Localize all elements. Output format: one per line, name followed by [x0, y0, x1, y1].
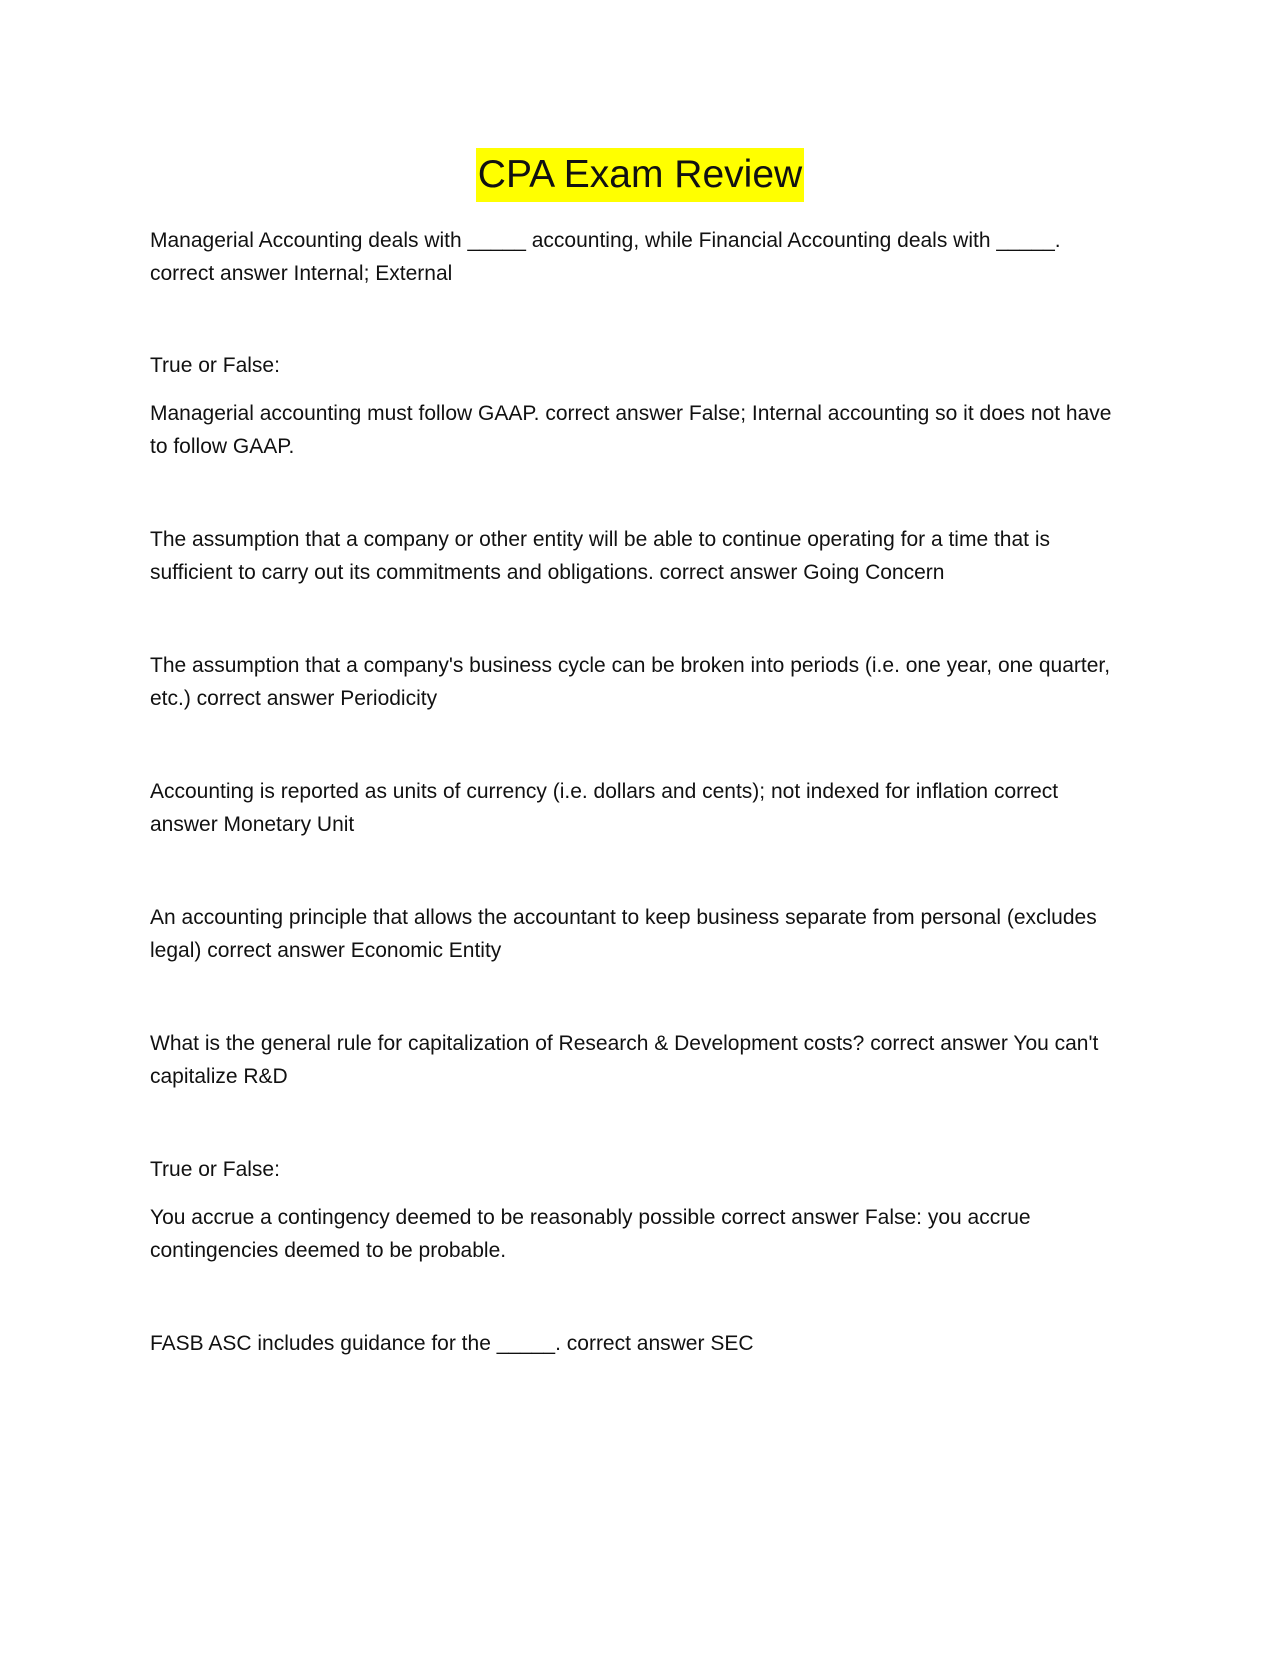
paragraph-9: True or False: [150, 1158, 280, 1181]
title-container [0, 148, 1280, 202]
paragraph-8: What is the general rule for capitalization of Research & Development costs? correct answer You can't capitalize R&D [150, 1032, 1105, 1088]
paragraph-10: You accrue a contingency deemed to be reasonably possible correct answer False: you accrue contingencies deemed to be probable. [150, 1206, 1037, 1262]
paragraph-2: True or False: [150, 354, 280, 377]
paragraph-1: Managerial Accounting deals with _____ accounting, while Financial Accounting deals with _____. correct answer Internal; External [150, 229, 1067, 285]
paragraph-6: Accounting is reported as units of currency (i.e. dollars and cents); not indexed for inflation correct answer Monetary Unit [150, 780, 1064, 836]
paragraph-11: FASB ASC includes guidance for the _____. correct answer SEC [150, 1332, 754, 1355]
paragraph-7: An accounting principle that allows the accountant to keep business separate from personal (excludes legal) correct answer Economic Entity [150, 906, 1103, 962]
paragraph-3: Managerial accounting must follow GAAP. correct answer False; Internal accounting so it does not have to follow GAAP. [150, 402, 1118, 458]
document-title: CPA Exam Review [476, 148, 804, 202]
paragraph-4: The assumption that a company or other entity will be able to continue operating for a time that is sufficient to carry out its commitments and obligations. correct answer Going Concern [150, 528, 1056, 584]
paragraph-5: The assumption that a company's business cycle can be broken into periods (i.e. one year, one quarter, etc.) correct answer Periodicity [150, 654, 1116, 710]
